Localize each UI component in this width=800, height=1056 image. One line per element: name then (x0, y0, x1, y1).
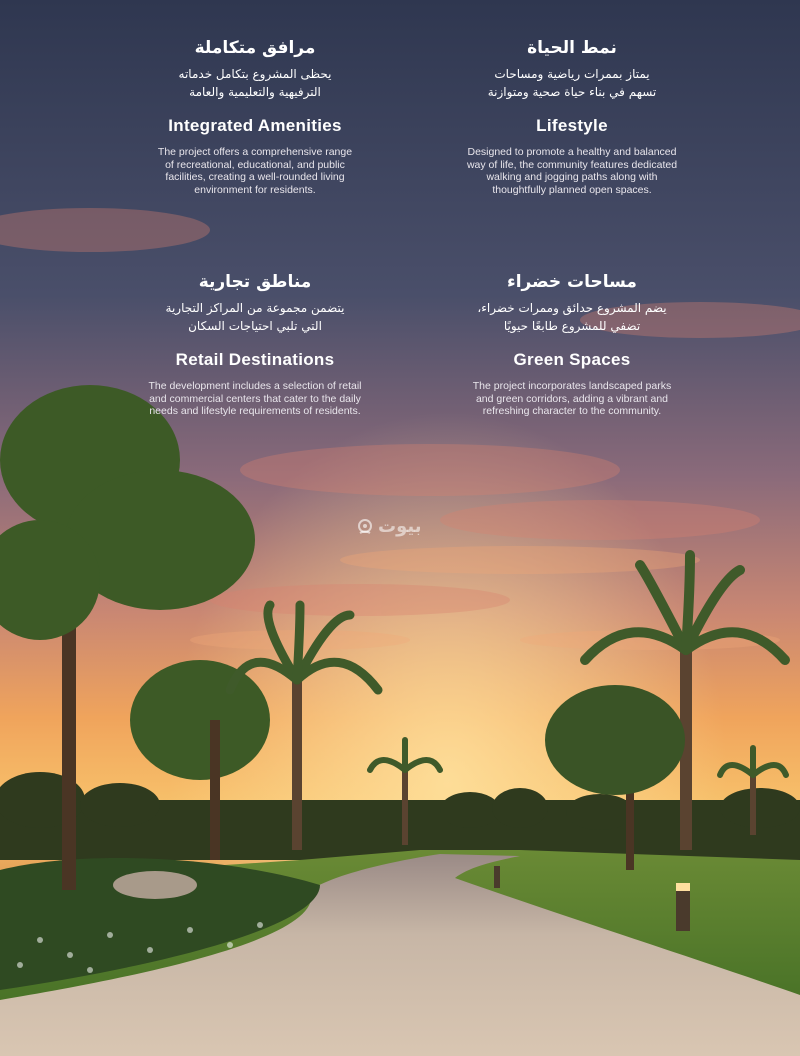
feature-description-en: The development includes a selection of retail and commercial centers that cater to the daily needs and lifestyle requirements of residents. (148, 380, 362, 417)
feature-integrated-amenities (110, 38, 400, 196)
feature-title-ar: نمط الحياة (527, 38, 617, 58)
feature-description-en: The project incorporates landscaped parks and green corridors, adding a vibrant and refreshing character to the community. (472, 380, 672, 417)
feature-title-en: Integrated Amenities (168, 116, 342, 135)
feature-retail-destinations (110, 272, 400, 418)
location-pin-icon (356, 518, 374, 536)
feature-description-ar: يمتاز بممرات رياضية ومساحات تسهم في بناء حياة صحية ومتوازنة (487, 67, 657, 99)
feature-title-ar: مناطق تجارية (198, 272, 312, 292)
feature-green-spaces (427, 272, 717, 418)
feature-lifestyle (427, 38, 717, 196)
feature-title-en: Retail Destinations (175, 350, 335, 369)
feature-title-en: Green Spaces (513, 350, 631, 369)
watermark (356, 516, 421, 537)
features-section (0, 0, 800, 440)
feature-title-ar: مرافق متكاملة (194, 38, 316, 58)
feature-title-ar: مساحات خضراء (507, 272, 637, 292)
feature-description-en: The project offers a comprehensive range of recreational, educational, and public facilities, creating a well-rounded living environment for residents. (157, 146, 353, 196)
feature-description-ar: يحظى المشروع بتكامل خدماته الترفيهية والتعليمية والعامة (178, 67, 332, 99)
feature-description-en: Designed to promote a healthy and balanced way of life, the community features dedicated walking and jogging paths along with thoughtfully planned open spaces. (466, 146, 678, 196)
watermark-text: بيوت (378, 516, 422, 537)
feature-description-ar: يضم المشروع حدائق وممرات خضراء، تضفي للمشروع طابعًا حيويًا (477, 301, 667, 333)
feature-title-en: Lifestyle (536, 116, 608, 135)
feature-description-ar: يتضمن مجموعة من المراكز التجارية التي تلبي احتياجات السكان (165, 301, 345, 333)
